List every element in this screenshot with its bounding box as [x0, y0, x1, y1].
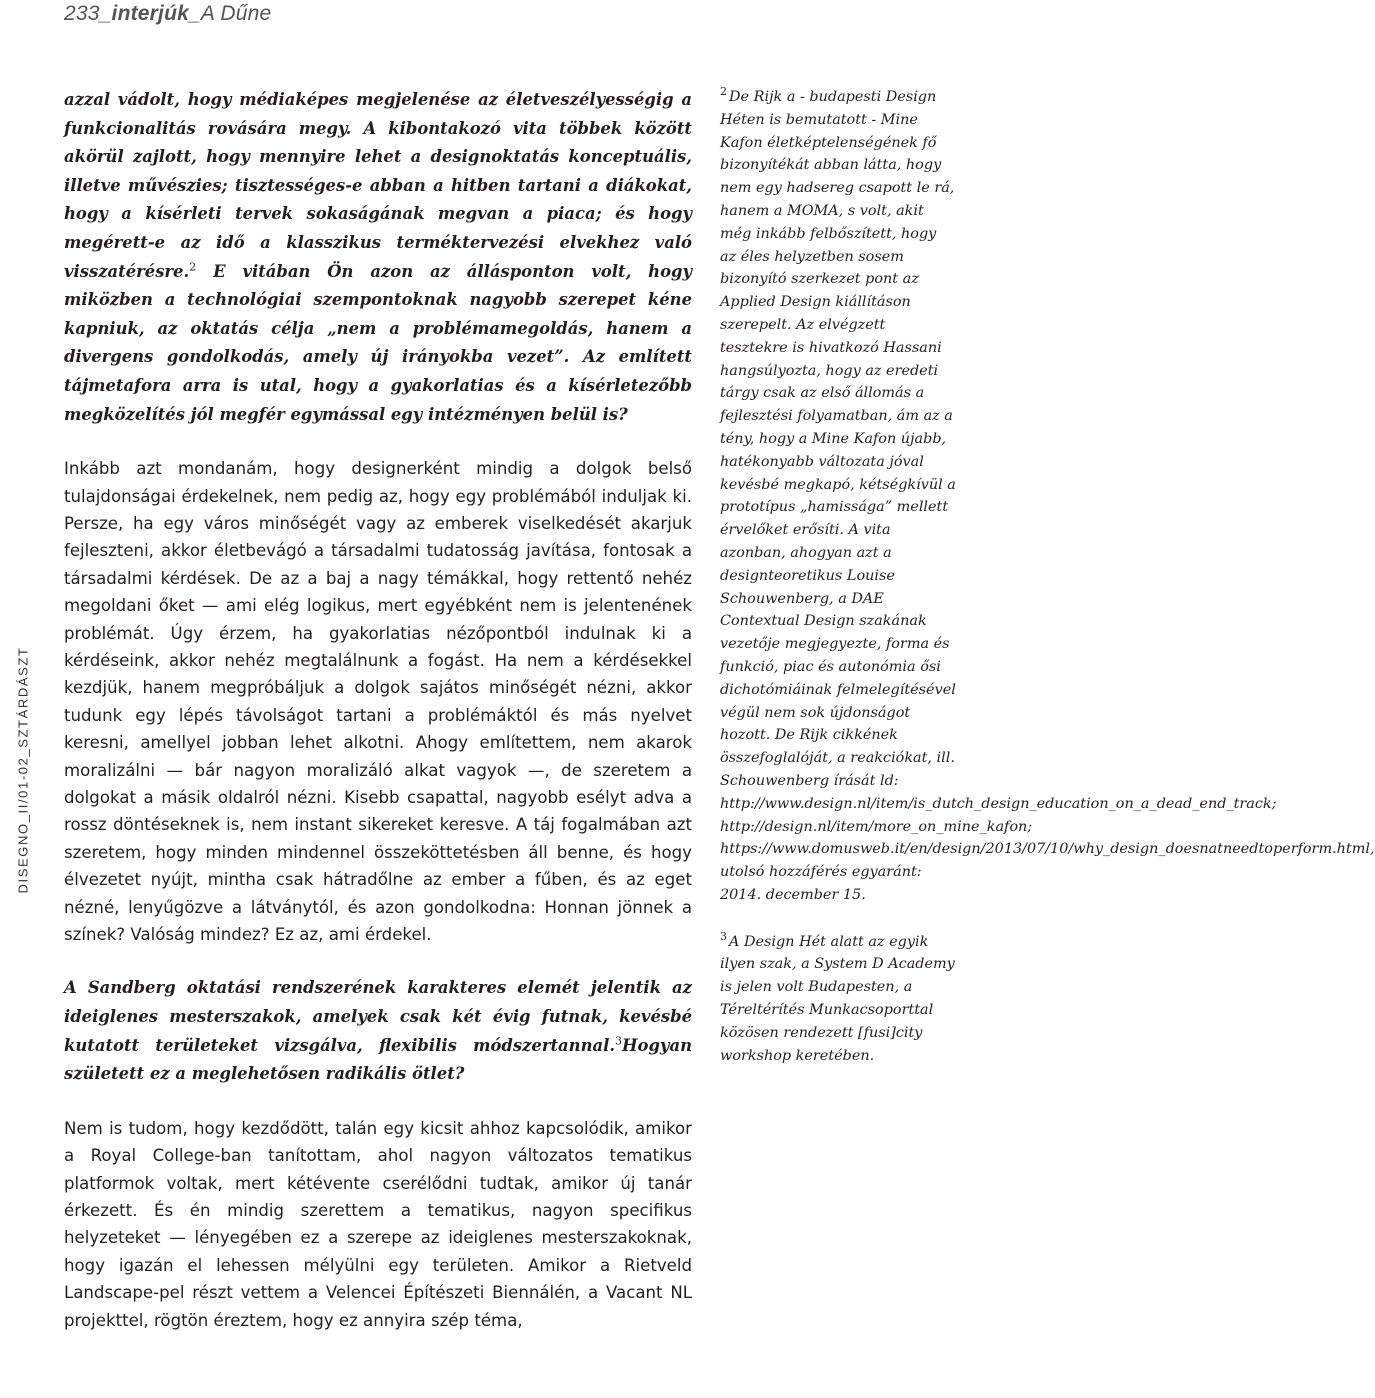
page-number: 233 — [64, 2, 100, 25]
footnote-ref-3[interactable]: 3 — [615, 1034, 623, 1048]
answer-2: Nem is tudom, hogy kezdődött, talán egy kicsit ahhoz kapcsolódik, amikor a Royal College-ban tanítottam, ahol nagyon változatos tematikus platformok voltak, mert kétévente cserélődni tudtak, amikor új tanár érkezett. És én mindig szerettem a tematikus, nagyon specifikus helyzeteket — lényegében ez a szerepe az ideiglenes mesterszakoknak, hogy igazán el lehessen mélyülni egy területen. Amikor a Rietveld Landscape-pel részt vettem a Velencei Építészeti Biennálén, a Vacant NL projekttel, rögtön éreztem, hogy ez annyira szép téma, — [64, 1118, 692, 1330]
footnote-ref-2[interactable]: 2 — [189, 260, 197, 274]
footnotes-column — [720, 85, 1375, 1067]
footnote-2 — [720, 85, 1375, 907]
question-1-text-a: azzal vádolt, hogy médiaképes megjelenése az életveszélyességig a funkcionalitás rovására megy. A kibontakozó vita többek között akörül zajlott, hogy mennyire lehet a designoktatás konceptuális, illetve művészies; tisztességes-e abban a hitben tartani a diákokat, hogy a kísérleti tervek sokaságának megvan a piaca; és hogy megérett-e az idő a klasszikus terméktervezési elvekhez való visszatérésre. — [64, 90, 692, 281]
question-2 — [64, 974, 692, 1088]
main-column — [64, 86, 692, 1334]
section-name: interjúk — [111, 2, 189, 25]
footnote-3 — [720, 931, 956, 1068]
vertical-side-label: DISEGNO_II/01-02_SZTÁRDÁSZT — [15, 646, 31, 894]
question-1-text-b: E vitában Ön azon az állásponton volt, hogy miközben a technológiai szempontoknak nagyobb szerepet kéne kapniuk, az oktatás célja „nem a problémamegoldás, hanem a divergens gondolkodás, amely új irányokba vezet”. Az említett tájmetafora arra is utal, hogy a gyakorlatias és a kísérletezőbb megközelítés jól megfér egymással egy intézményen belül is? — [64, 261, 692, 424]
running-header: 233_interjúk_A Dűne — [64, 2, 272, 25]
question-2-text-b: Hogyan született ez a meglehetősen radikális ötlet? — [64, 1035, 692, 1084]
footnote-2-number: 2 — [720, 85, 727, 99]
answer-1: Inkább azt mondanám, hogy designerként mindig a dolgok belső tulajdonságai érdekelnek, nem pedig az, hogy egy problémából induljak ki. Persze, ha egy város minőségét vagy az emberek viselkedését akarjuk fejleszteni, akkor életbevágó a társadalmi tudatosság javítása, fontosak a társadalmi kérdések. De az a baj a nagy témákkal, hogy rettentő nehéz megoldani őket — ami elég logikus, mert egyébként nem is jelentenének problémát. Úgy érzem, ha gyakorlatias nézőpontból indulnak ki a kérdéseink, akkor nehéz megtalálnunk a fogást. Ha nem a kérdésekkel kezdjük, hanem megpróbáljuk a dolgok sajátos minőségét nézni, akkor tudunk egy lépés távolságot tartani a problémáktól és más nyelvet keresni, amellyel jobban lehet alkotni. Ahogy említettem, nem akarok moralizálni — bár nagyon moralizáló alkat vagyok —, de szeretem a dolgokat a másik oldalról nézni. Kisebb csapattal, nagyobb esélyt adva a rossz döntéseknek is, nem instant sikereket keresve. A táj fogalmában azt szeretem, hogy minden mindennel összeköttetésben áll benne, és hogy élvezetet nyújt, mintha csak hátradőlne az ember a fűben, és az eget nézné, lenyűgözve a látványtól, és azon gondolkodna: Honnan jönnek a színek? Valóság mindez? Ez az, ami érdekel. — [64, 459, 692, 945]
question-1 — [64, 86, 692, 429]
question-2-text-a: A Sandberg oktatási rendszerének karakteres elemét jelentik az ideiglenes mesterszakok, amelyek csak két évig futnak, kevésbé kutatott területeket vizsgálva, flexibilis módszertannal. — [64, 978, 692, 1055]
article-title: A Dűne — [200, 2, 272, 25]
footnote-3-number: 3 — [720, 929, 727, 943]
footnote-3-text: A Design Hét alatt az egyik ilyen szak, a System D Academy is jelen volt Budapesten, a Téreltérítés Munkacsoporttal közösen rendezett [fusi]city workshop keretében. — [720, 933, 955, 1064]
footnote-2-text: De Rijk a - budapesti Design Héten is bemutatott - Mine Kafon életképtelenségének fő bizonyítékát abban látta, hogy nem egy hadsereg csapott le rá, hanem a MOMA, s volt, akit még inkább felbőszített, hogy az éles helyzetben sosem bizonyító szerkezet pont az Applied Design kiállításon szerepelt. Az elvégzett tesztekre is hivatkozó Hassani hangsúlyozta, hogy az eredeti tárgy csak az első állomás a fejlesztési folyamatban, ám az a tény, hogy a Mine Kafon újabb, hatékonyabb változata jóval kevésbé megkapó, kétségkívül a prototípus „hamissága” mellett érvelőket erősíti. A vita azonban, ahogyan azt a designteoretikus Louise Schouwenberg, a DAE Contextual Design szakának vezetője megjegyezte, forma és funkció, piac és autonómia ősi dichotómiáinak felmelegítésével végül nem sok újdonságot hozott. De Rijk cikkének összefoglalóját, a reakciókat, ill. Schouwenberg írását ld: http://www.design.nl/item/is_dutch_design_education_on_a_dead_end_track; http://design.nl/item/more_on_mine_kafon; https://www.domusweb.it/en/design/2013/07/10/why_design_doesnatneedtoperform.html, utolsó hozzáférés egyaránt: 2014. december 15. — [720, 89, 1375, 903]
